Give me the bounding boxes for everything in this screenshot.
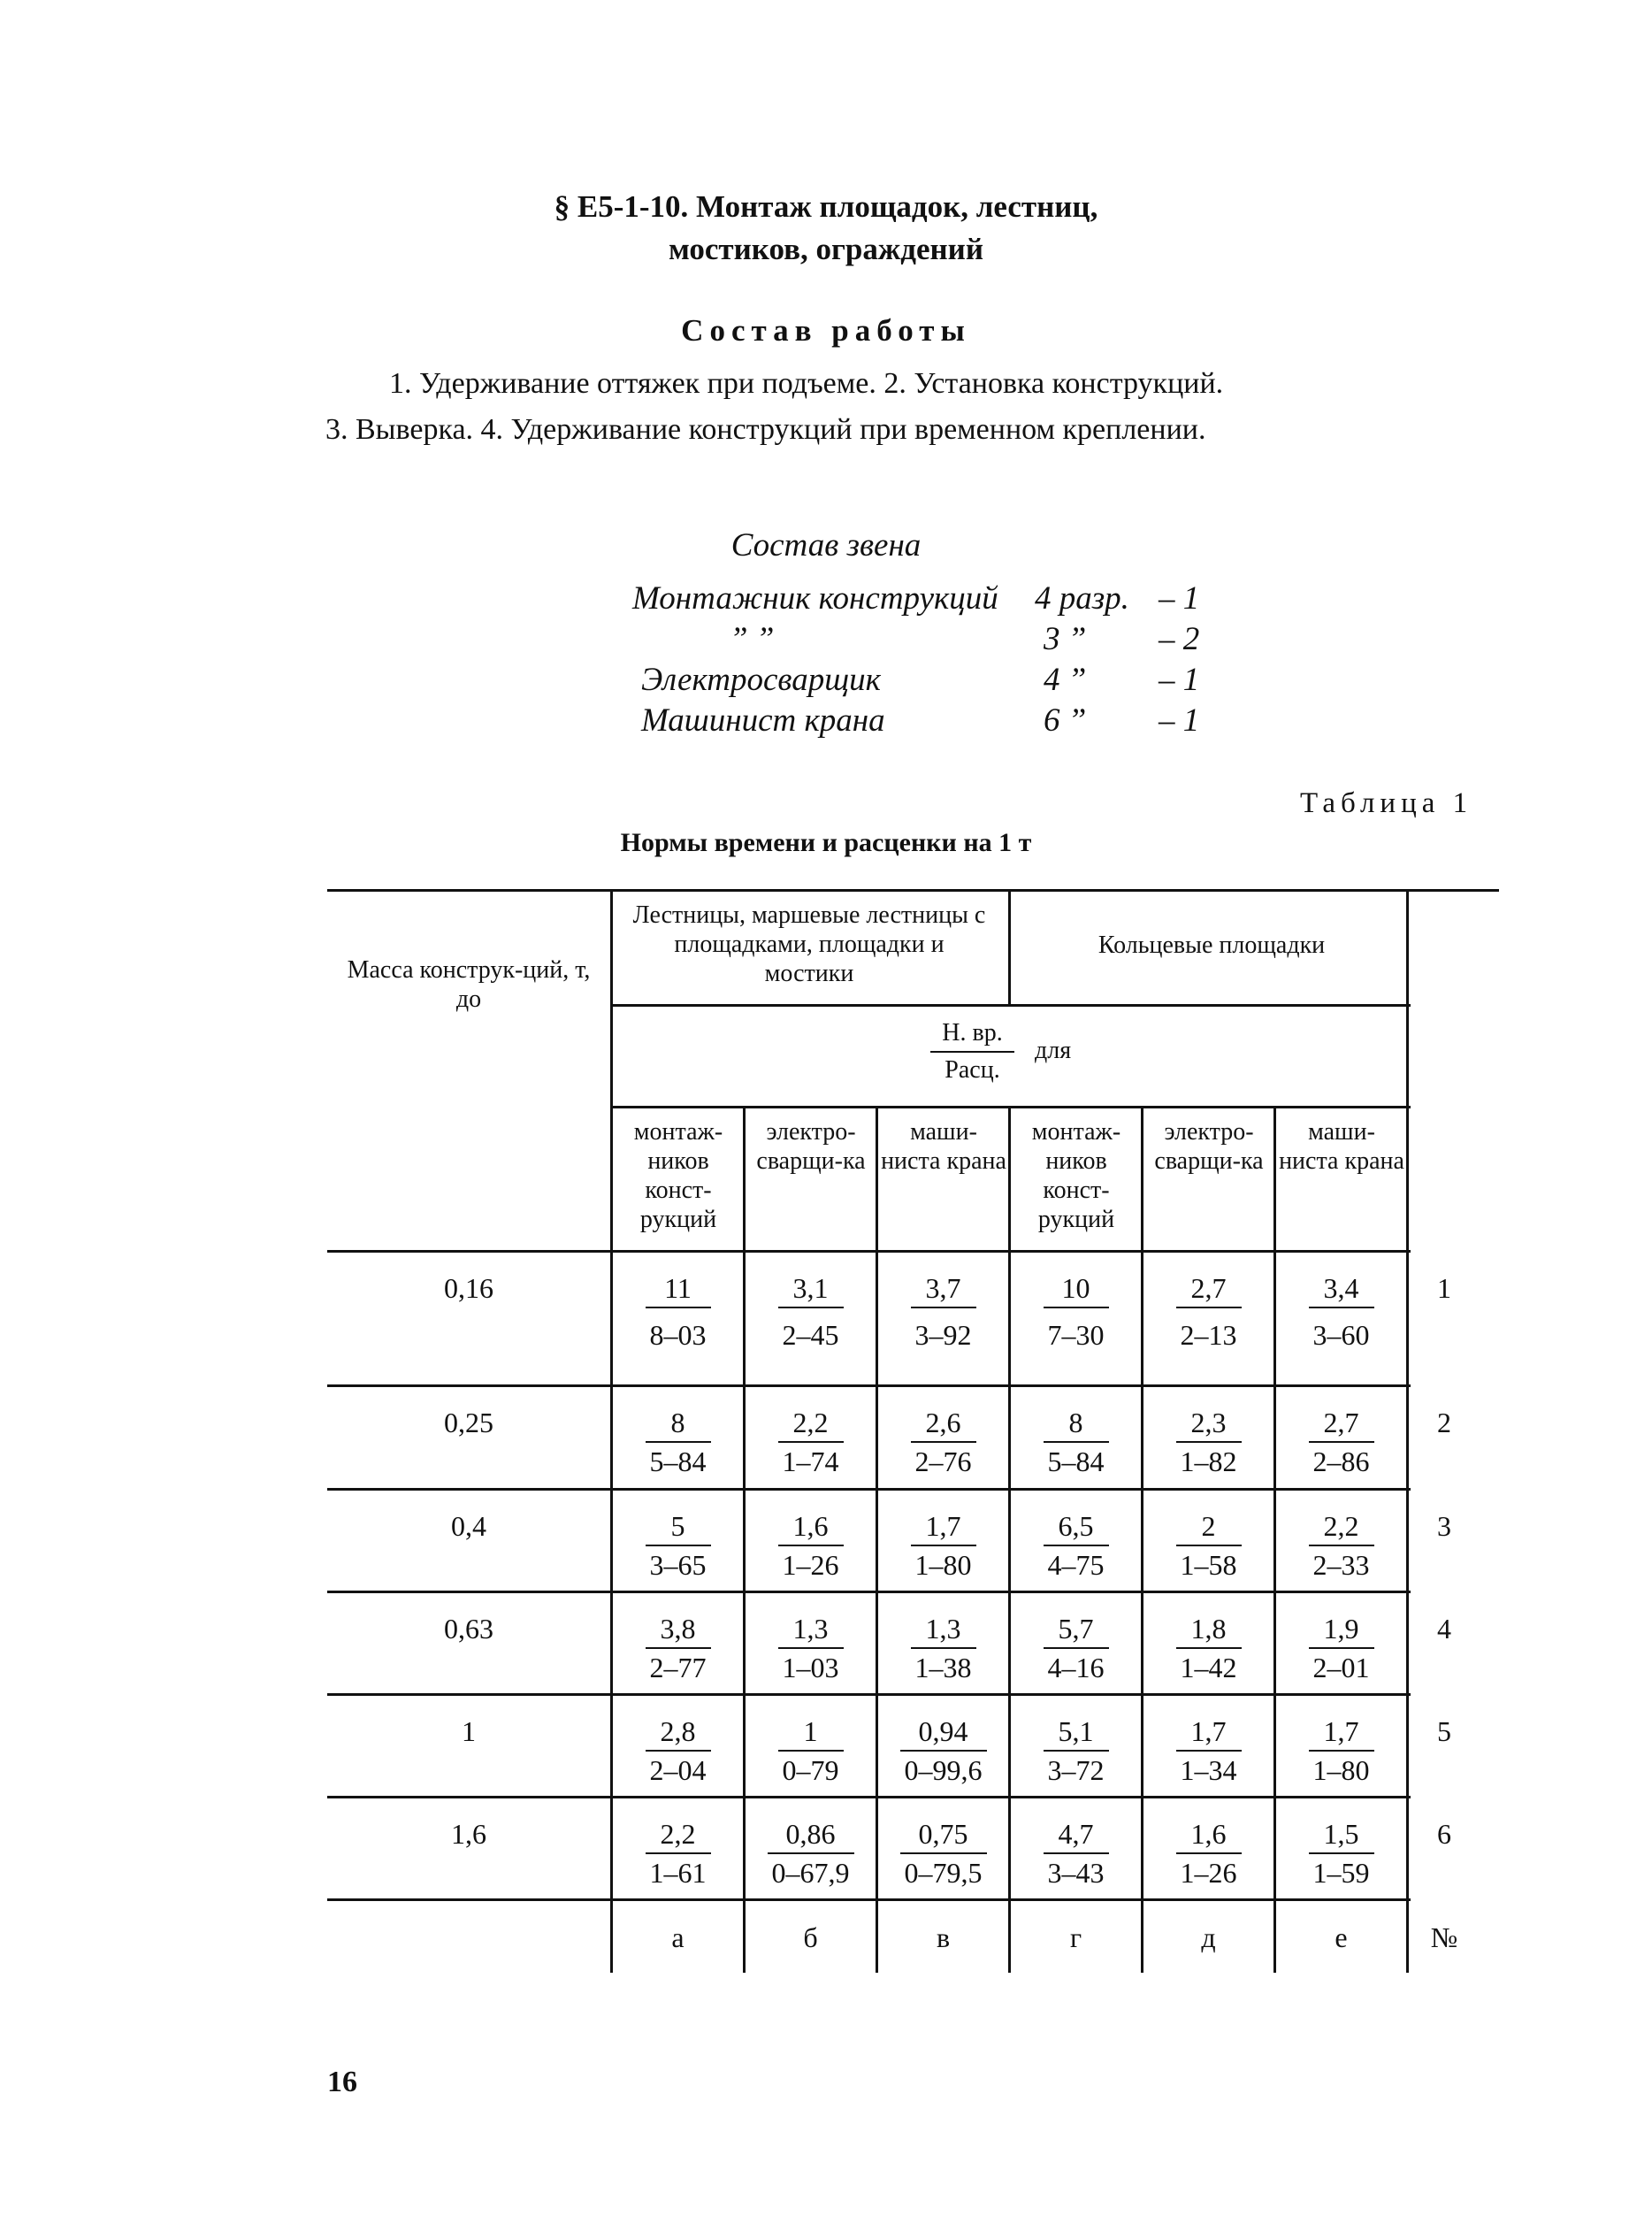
fraction-bar [911, 1545, 976, 1546]
group-header-ring: Кольцевые площадки [1098, 932, 1326, 959]
fraction-bar [900, 1750, 987, 1752]
rate: 0–67,9 [771, 1857, 850, 1889]
norm-fraction-cell [613, 1272, 743, 1351]
crew-grade: 4 разр. [1035, 580, 1129, 617]
norm-fraction-cell [878, 1407, 1008, 1477]
norm-fraction-cell [1011, 1715, 1141, 1786]
norm-time: 0,94 [918, 1715, 968, 1747]
norm-time: 4,7 [1058, 1818, 1094, 1850]
mass-cell: 1 [462, 1715, 476, 1747]
norm-denominator: Расц. [945, 1056, 1000, 1084]
norm-fraction-cell [878, 1510, 1008, 1581]
norm-time: 2,7 [1323, 1407, 1359, 1438]
norm-fraction-cell [1143, 1510, 1273, 1581]
mass-cell: 0,16 [444, 1272, 493, 1304]
column-letter: д [1201, 1921, 1216, 1953]
norm-time: 1,8 [1190, 1613, 1227, 1645]
rate: 1–03 [782, 1652, 839, 1683]
crew-name: Электросварщик [641, 662, 881, 698]
section-title-line2: мостиков, ограждений [669, 232, 983, 266]
rate: 5–84 [1047, 1445, 1105, 1477]
fraction-bar [1309, 1545, 1374, 1546]
row-separator [327, 1488, 1411, 1491]
norm-time: 0,86 [785, 1818, 836, 1850]
rate: 1–58 [1180, 1549, 1237, 1581]
subheader-cell: монтаж-ников конст-рукций [1031, 1118, 1121, 1233]
norm-fraction-cell [1011, 1613, 1141, 1683]
rate: 1–59 [1312, 1857, 1370, 1889]
table-caption: Нормы времени и расценки на 1 т [620, 828, 1032, 857]
rate: 3–43 [1047, 1857, 1105, 1889]
norm-fraction-cell [1276, 1272, 1406, 1351]
norm-fraction-cell [1011, 1272, 1141, 1351]
table-label: Таблица 1 [1300, 787, 1473, 819]
crew-name: ” ” [730, 621, 775, 657]
rate: 2–01 [1312, 1652, 1370, 1683]
rate: 1–61 [649, 1857, 707, 1889]
norm-fraction-cell [1276, 1613, 1406, 1683]
fraction-bar [1044, 1307, 1109, 1308]
norm-fraction [930, 1017, 1014, 1086]
col-separator [1406, 889, 1409, 1973]
norm-time: 3,8 [660, 1613, 696, 1645]
fraction-bar [768, 1852, 854, 1854]
norm-time: 1 [803, 1715, 818, 1747]
row-separator [327, 1796, 1411, 1798]
fraction-bar [911, 1647, 976, 1649]
fraction-bar [900, 1852, 987, 1854]
norm-time: 1,3 [792, 1613, 829, 1645]
norm-time: 2,2 [792, 1407, 829, 1438]
norm-fraction-cell [1143, 1715, 1273, 1786]
rate: 4–75 [1047, 1549, 1105, 1581]
rate: 1–74 [782, 1445, 839, 1477]
rate: 0–79 [782, 1754, 839, 1786]
fraction-bar [646, 1545, 711, 1546]
norm-fraction-cell [878, 1272, 1008, 1351]
fraction-bar [1309, 1441, 1374, 1443]
rate: 1–80 [1312, 1754, 1370, 1786]
fraction-bar [1044, 1441, 1109, 1443]
table-rule-group [612, 1004, 1411, 1007]
row-separator [327, 1384, 1411, 1387]
rate: 0–99,6 [904, 1754, 983, 1786]
norm-time: 1,9 [1323, 1613, 1359, 1645]
row-number: 4 [1437, 1613, 1451, 1645]
fraction-bar [1176, 1441, 1242, 1443]
norm-time: 3,7 [925, 1272, 961, 1304]
rate: 8–03 [649, 1319, 707, 1351]
fraction-bar [778, 1545, 844, 1546]
fraction-bar [1176, 1307, 1242, 1308]
norm-time: 0,75 [918, 1818, 968, 1850]
mass-header: Масса конструк-ций, т, до [347, 956, 591, 1013]
fraction-bar [1044, 1750, 1109, 1752]
fraction-bar [778, 1441, 844, 1443]
rate: 0–79,5 [904, 1857, 983, 1889]
row-separator [327, 1898, 1411, 1901]
row-number: 2 [1437, 1407, 1451, 1438]
fraction-bar [911, 1441, 976, 1443]
norm-time: 2,2 [660, 1818, 696, 1850]
norm-fraction-cell [746, 1510, 876, 1581]
table-rule-header-bottom [327, 1250, 1411, 1253]
norm-fraction-cell [746, 1272, 876, 1351]
norm-time: 1,5 [1323, 1818, 1359, 1850]
rate: 5–84 [649, 1445, 707, 1477]
norm-time: 8 [670, 1407, 685, 1438]
norm-fraction-cell [1276, 1818, 1406, 1889]
norm-time: 1,7 [1190, 1715, 1227, 1747]
fraction-bar [911, 1307, 976, 1308]
crew-grade: 3 ” [1044, 621, 1087, 657]
subheader-cell: маши-ниста крана [881, 1118, 1006, 1175]
rate: 1–34 [1180, 1754, 1237, 1786]
fraction-bar [1044, 1852, 1109, 1854]
rate: 1–26 [1180, 1857, 1237, 1889]
rate: 2–76 [914, 1445, 972, 1477]
norm-fraction-cell [1143, 1613, 1273, 1683]
subheader-cell: электро-сварщи-ка [756, 1118, 866, 1175]
mass-cell: 0,4 [451, 1510, 486, 1542]
rate: 1–38 [914, 1652, 972, 1683]
fraction-bar [646, 1441, 711, 1443]
crew-count: – 1 [1159, 702, 1200, 739]
norm-time: 1,6 [1190, 1818, 1227, 1850]
fraction-bar [778, 1750, 844, 1752]
fraction-bar [646, 1750, 711, 1752]
subheader-cell: электро-сварщи-ка [1154, 1118, 1264, 1175]
table-rule-top [327, 889, 1499, 892]
norm-fraction-cell [1276, 1407, 1406, 1477]
fraction-bar [778, 1647, 844, 1649]
norm-fraction-cell [1011, 1818, 1141, 1889]
fraction-bar [1176, 1647, 1242, 1649]
norm-fraction-cell [613, 1407, 743, 1477]
fraction-bar [646, 1852, 711, 1854]
subheader-cell: маши-ниста крана [1279, 1118, 1404, 1175]
norm-time: 2,7 [1190, 1272, 1227, 1304]
crew-name: Монтажник конструкций [632, 580, 998, 617]
page-number: 16 [327, 2066, 357, 2098]
rate: 1–80 [914, 1549, 972, 1581]
norm-fraction-cell [746, 1613, 876, 1683]
fraction-bar [1044, 1647, 1109, 1649]
fraction-bar [1176, 1750, 1242, 1752]
work-line1: 1. Удерживание оттяжек при подъеме. 2. Установка конструкций. [389, 367, 1224, 400]
fraction-bar [646, 1647, 711, 1649]
work-line2: 3. Выверка. 4. Удерживание конструкций при временном креплении. [325, 413, 1206, 446]
mass-cell: 1,6 [451, 1818, 486, 1850]
norm-fraction-cell [613, 1715, 743, 1786]
rate: 2–04 [649, 1754, 707, 1786]
crew-name: Машинист крана [641, 702, 885, 739]
work-heading: Состав работы [681, 313, 971, 348]
norm-time: 3,4 [1323, 1272, 1359, 1304]
crew-count: – 1 [1159, 662, 1200, 698]
column-letter: б [803, 1921, 818, 1953]
norm-bar [930, 1051, 1014, 1053]
norm-fraction-cell [1143, 1272, 1273, 1351]
norm-time: 1,7 [1323, 1715, 1359, 1747]
norm-fraction-cell [613, 1818, 743, 1889]
row-separator [327, 1591, 1411, 1593]
norm-fraction-cell [1276, 1715, 1406, 1786]
fraction-bar [1309, 1647, 1374, 1649]
norm-time: 1,7 [925, 1510, 961, 1542]
column-letter: а [671, 1921, 685, 1953]
rate: 2–45 [782, 1319, 839, 1351]
rate: 4–16 [1047, 1652, 1105, 1683]
norm-time: 5,1 [1058, 1715, 1094, 1747]
rate: 1–42 [1180, 1652, 1237, 1683]
rate: 1–26 [782, 1549, 839, 1581]
crew-count: – 2 [1159, 621, 1200, 657]
rate: 2–86 [1312, 1445, 1370, 1477]
row-separator [327, 1693, 1411, 1696]
mass-cell: 0,63 [444, 1613, 493, 1645]
fraction-bar [646, 1307, 711, 1308]
crew-grade: 6 ” [1044, 702, 1087, 739]
crew-grade: 4 ” [1044, 662, 1087, 698]
fraction-bar [1044, 1545, 1109, 1546]
fraction-bar [1309, 1307, 1374, 1308]
rate: 2–77 [649, 1652, 707, 1683]
crew-count: – 1 [1159, 580, 1200, 617]
norm-fraction-cell [1276, 1510, 1406, 1581]
norm-time: 2 [1201, 1510, 1216, 1542]
norm-fraction-cell [1143, 1818, 1273, 1889]
mass-cell: 0,25 [444, 1407, 493, 1438]
rate: 3–72 [1047, 1754, 1105, 1786]
norm-fraction-cell [746, 1407, 876, 1477]
subheader-cell: монтаж-ников конст-рукций [633, 1118, 723, 1233]
row-number: 1 [1437, 1272, 1451, 1304]
norm-time: 2,2 [1323, 1510, 1359, 1542]
norm-fraction-cell [878, 1818, 1008, 1889]
section-title-line1: § Е5-1-10. Монтаж площадок, лестниц, [554, 189, 1098, 224]
rate: 1–82 [1180, 1445, 1237, 1477]
norm-fraction-cell [613, 1613, 743, 1683]
rate: 7–30 [1047, 1319, 1105, 1351]
norm-time: 5 [670, 1510, 685, 1542]
norm-fraction-cell [613, 1510, 743, 1581]
norm-time: 2,6 [925, 1407, 961, 1438]
norm-time: 2,8 [660, 1715, 696, 1747]
column-letter: е [1335, 1921, 1348, 1953]
group-header-stairs: Лестницы, маршевые лестницы с площадками, площадки и мостики [632, 901, 986, 987]
norm-fraction-cell [1143, 1407, 1273, 1477]
norm-time: 6,5 [1058, 1510, 1094, 1542]
norm-fraction-cell [746, 1818, 876, 1889]
fraction-bar [1176, 1545, 1242, 1546]
norm-time: 8 [1068, 1407, 1083, 1438]
norm-fraction-cell [878, 1613, 1008, 1683]
norm-time: 11 [664, 1272, 692, 1304]
row-number-header: № [1430, 1921, 1458, 1953]
fraction-bar [778, 1307, 844, 1308]
column-letter: г [1069, 1921, 1082, 1953]
table-rule-norm [612, 1106, 1411, 1108]
rate: 3–60 [1312, 1319, 1370, 1351]
rate: 3–92 [914, 1319, 972, 1351]
row-number: 5 [1437, 1715, 1451, 1747]
crew-heading: Состав звена [730, 527, 922, 564]
norm-numerator: Н. вр. [942, 1019, 1003, 1047]
norm-time: 10 [1061, 1272, 1090, 1304]
norm-suffix: для [1035, 1037, 1072, 1064]
norm-time: 1,3 [925, 1613, 961, 1645]
col-separator [1008, 889, 1011, 1004]
fraction-bar [1309, 1852, 1374, 1854]
norm-fraction-cell [878, 1715, 1008, 1786]
column-letter: в [936, 1921, 951, 1953]
norm-fraction-cell [1011, 1510, 1141, 1581]
fraction-bar [1309, 1750, 1374, 1752]
rate: 2–33 [1312, 1549, 1370, 1581]
norm-fraction-cell [746, 1715, 876, 1786]
rate: 2–13 [1180, 1319, 1237, 1351]
rate: 3–65 [649, 1549, 707, 1581]
row-number: 3 [1437, 1510, 1451, 1542]
norm-time: 1,6 [792, 1510, 829, 1542]
norm-time: 2,3 [1190, 1407, 1227, 1438]
row-number: 6 [1437, 1818, 1451, 1850]
norm-fraction-cell [1011, 1407, 1141, 1477]
norm-time: 3,1 [792, 1272, 829, 1304]
fraction-bar [1176, 1852, 1242, 1854]
norm-time: 5,7 [1058, 1613, 1094, 1645]
